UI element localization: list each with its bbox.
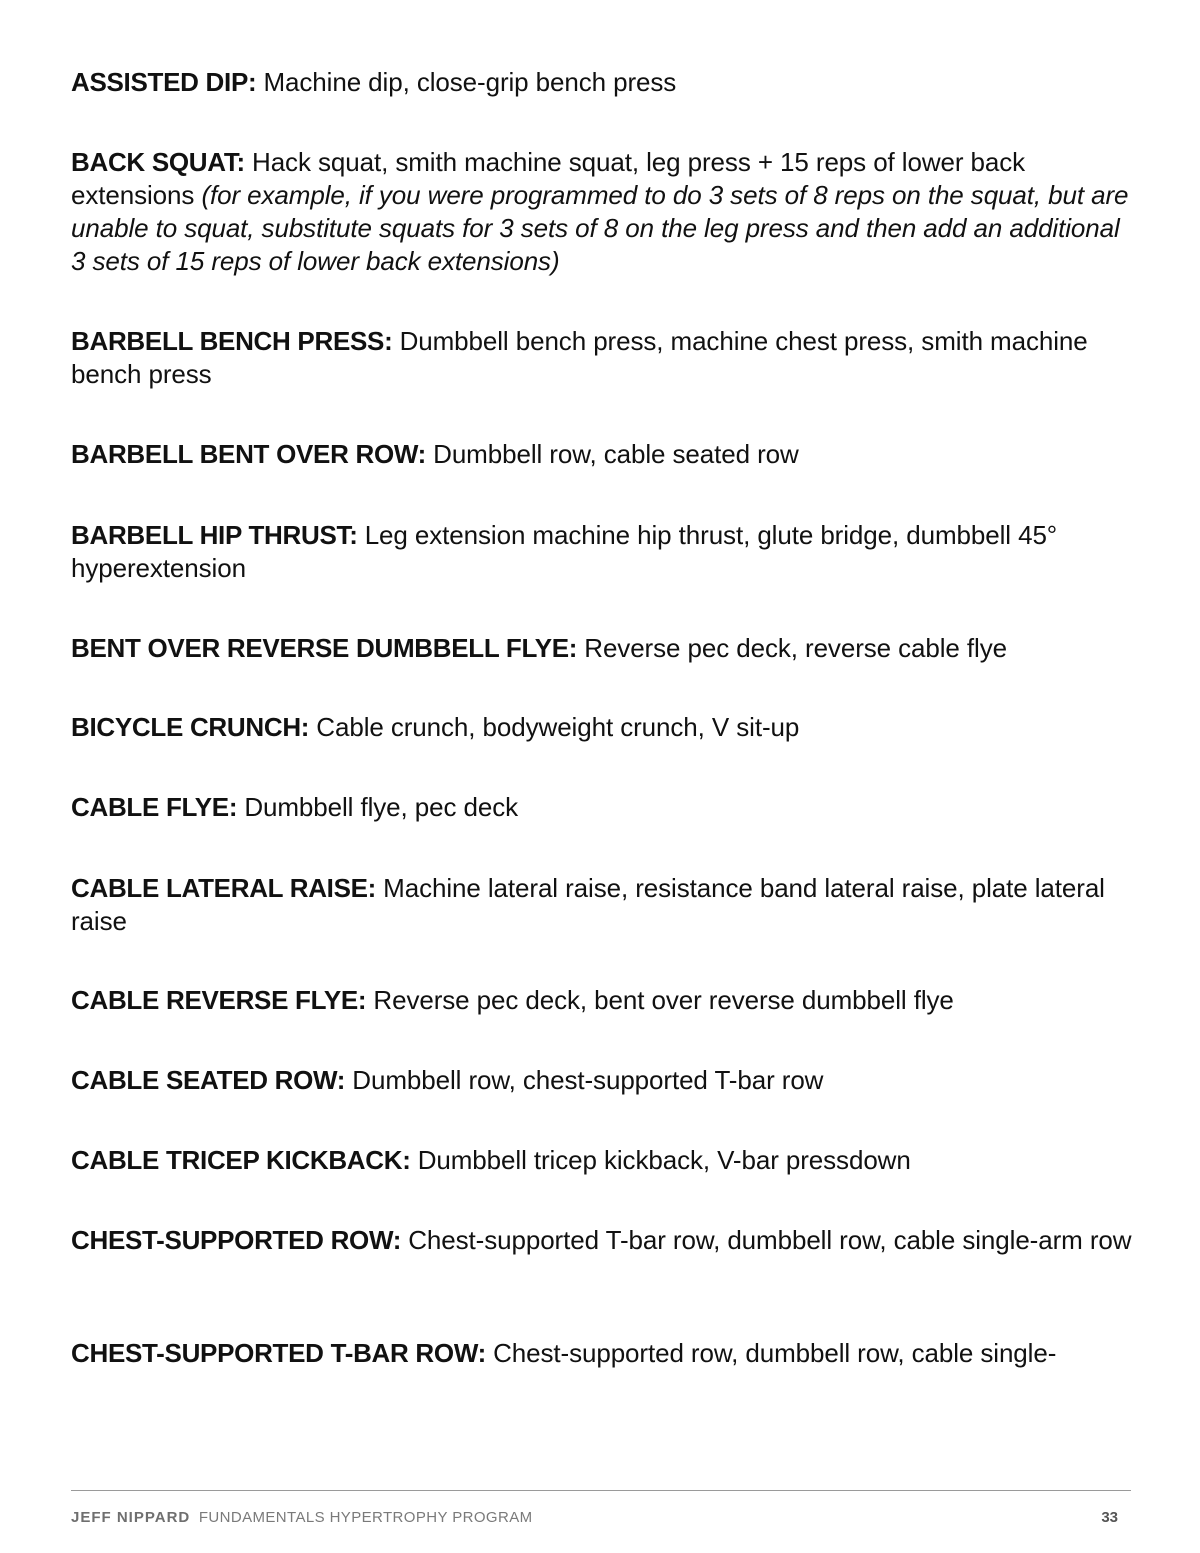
entry-bicycle-crunch bbox=[71, 711, 1136, 744]
exercise-substitutes: Chest-supported row, dumbbell row, cable single- bbox=[485, 1338, 1057, 1368]
exercise-substitutes: Reverse pec deck, bent over reverse dumbbell flye bbox=[366, 985, 954, 1015]
exercise-substitutes: Reverse pec deck, reverse cable flye bbox=[577, 633, 1007, 663]
exercise-name: CHEST-SUPPORTED T-BAR ROW: bbox=[71, 1338, 486, 1368]
entry-bent-over-reverse-dumbbell-flye bbox=[71, 632, 1136, 665]
exercise-substitutes: Hack squat, smith machine squat, leg press + 15 reps of lower back extensions bbox=[71, 147, 1026, 210]
exercise-substitutes: Cable crunch, bodyweight crunch, V sit-up bbox=[309, 712, 800, 742]
entry-cable-lateral-raise bbox=[71, 872, 1136, 938]
entry-cable-flye bbox=[71, 791, 1136, 824]
entry-barbell-bent-over-row bbox=[71, 438, 1136, 471]
exercise-name: CABLE SEATED ROW: bbox=[71, 1065, 346, 1095]
exercise-substitutes: Dumbbell bench press, machine chest press, smith machine bench press bbox=[71, 326, 1088, 389]
exercise-substitutes: Machine lateral raise, resistance band lateral raise, plate lateral raise bbox=[71, 873, 1105, 936]
exercise-substitutes: Dumbbell row, cable seated row bbox=[426, 439, 799, 469]
exercise-name: BARBELL BENCH PRESS: bbox=[71, 326, 393, 356]
footer-divider bbox=[71, 1490, 1131, 1491]
page-footer bbox=[71, 1508, 1118, 1528]
entry-cable-reverse-flye bbox=[71, 984, 1136, 1017]
exercise-note: (for example, if you were programmed to do 3 sets of 8 reps on the squat, but are unable to squat, substitute squats for 3 sets of 8 on the leg press and then add an additional 3 sets of 15 reps of lower back extensions) bbox=[71, 180, 1129, 276]
exercise-name: CABLE REVERSE FLYE: bbox=[71, 985, 367, 1015]
page-number: 33 bbox=[1101, 1509, 1118, 1526]
exercise-name: CABLE FLYE: bbox=[71, 792, 238, 822]
entry-cable-tricep-kickback bbox=[71, 1144, 1136, 1177]
exercise-substitutes: Chest-supported T-bar row, dumbbell row, cable single-arm row bbox=[401, 1225, 1132, 1255]
exercise-name: CHEST-SUPPORTED ROW: bbox=[71, 1225, 402, 1255]
footer-program-title: FUNDAMENTALS HYPERTROPHY PROGRAM bbox=[198, 1509, 533, 1526]
exercise-name: BARBELL BENT OVER ROW: bbox=[71, 439, 427, 469]
exercise-name: BENT OVER REVERSE DUMBBELL FLYE: bbox=[71, 633, 578, 663]
exercise-name: BICYCLE CRUNCH: bbox=[71, 712, 310, 742]
entry-chest-supported-t-bar-row bbox=[71, 1337, 1136, 1370]
entry-chest-supported-row bbox=[71, 1224, 1136, 1257]
entry-barbell-bench-press bbox=[71, 325, 1136, 391]
entry-assisted-dip bbox=[71, 66, 1136, 99]
footer-author: JEFF NIPPARD bbox=[71, 1509, 191, 1526]
exercise-name: BACK SQUAT: bbox=[71, 147, 245, 177]
exercise-name: CABLE TRICEP KICKBACK: bbox=[71, 1145, 411, 1175]
exercise-substitutes: Dumbbell tricep kickback, V-bar pressdown bbox=[410, 1145, 911, 1175]
entry-back-squat bbox=[71, 146, 1136, 278]
exercise-name: CABLE LATERAL RAISE: bbox=[71, 873, 377, 903]
exercise-name: ASSISTED DIP: bbox=[71, 67, 257, 97]
exercise-name: BARBELL HIP THRUST: bbox=[71, 520, 358, 550]
exercise-substitutes: Machine dip, close-grip bench press bbox=[256, 67, 677, 97]
exercise-substitutes: Leg extension machine hip thrust, glute bridge, dumbbell 45° hyperextension bbox=[71, 520, 1058, 583]
entry-barbell-hip-thrust bbox=[71, 519, 1136, 585]
exercise-substitutes: Dumbbell row, chest-supported T-bar row bbox=[345, 1065, 824, 1095]
exercise-substitutes: Dumbbell flye, pec deck bbox=[237, 792, 519, 822]
entry-cable-seated-row bbox=[71, 1064, 1136, 1097]
